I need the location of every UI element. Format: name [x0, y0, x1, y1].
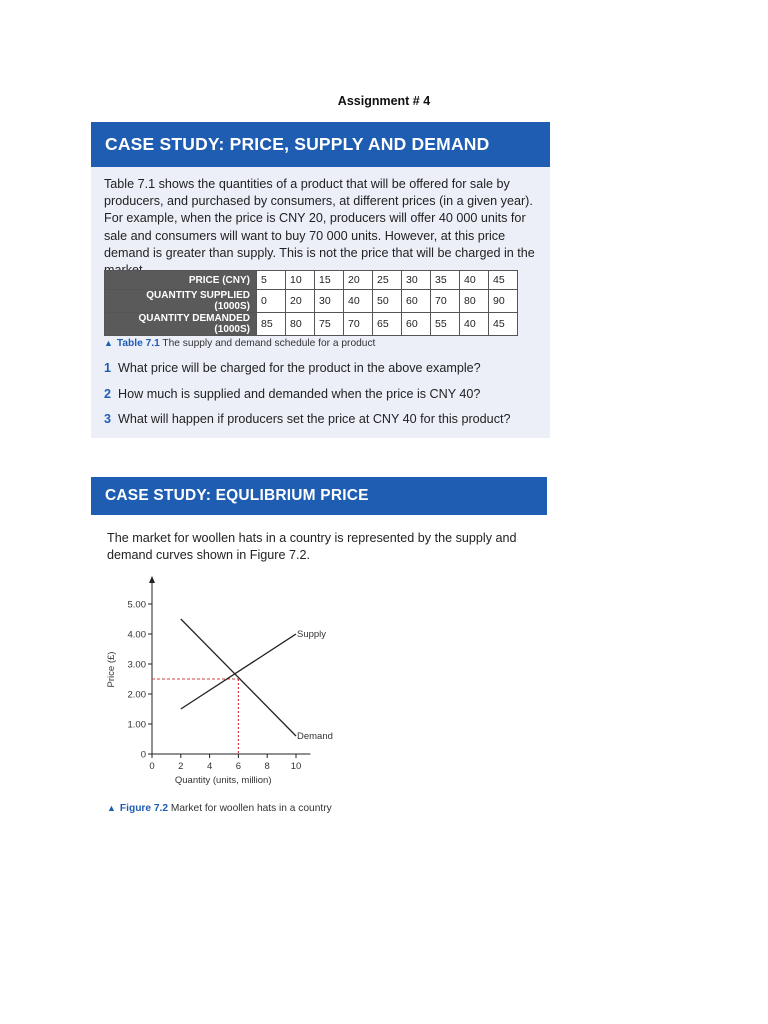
supply-demand-chart: [91, 477, 547, 827]
table-cell: 20: [286, 290, 315, 313]
document-title: Assignment # 4: [337, 94, 431, 108]
y-tick-label: 1.00: [127, 719, 146, 731]
table-cell: 70: [431, 290, 460, 313]
table-cell: 0: [257, 290, 286, 313]
question-1: [104, 361, 481, 375]
y-tick-label: 3.00: [127, 659, 146, 671]
table-caption: [104, 338, 375, 349]
table-cell: 75: [315, 313, 344, 336]
table-cell: 45: [489, 271, 518, 290]
triangle-icon: ▲: [104, 338, 113, 348]
table-cell: 25: [373, 271, 402, 290]
table-row: [105, 313, 518, 336]
x-axis-label: Quantity (units, million): [174, 775, 272, 786]
question-text: What will happen if producers set the price at CNY 40 for this product?: [118, 412, 511, 426]
y-tick-label: 5.00: [127, 599, 146, 611]
table-cell: 50: [373, 290, 402, 313]
table-cell: 60: [402, 313, 431, 336]
y-axis-arrow: [149, 576, 155, 583]
row-header: QUANTITY DEMANDED (1000S): [105, 313, 257, 336]
x-tick-label: 8: [264, 761, 270, 772]
table-cell: 60: [402, 290, 431, 313]
row-header: QUANTITY SUPPLIED (1000S): [105, 290, 257, 313]
table-cell: 5: [257, 271, 286, 290]
y-tick-label: 0: [140, 749, 146, 761]
triangle-icon: ▲: [107, 803, 116, 813]
caption-label: Table 7.1: [116, 338, 160, 349]
question-text: What price will be charged for the product in the above example?: [118, 361, 481, 375]
question-number: 2: [104, 387, 112, 401]
question-number: 3: [104, 412, 112, 426]
question-3: [104, 412, 511, 426]
case-study-header: CASE STUDY: PRICE, SUPPLY AND DEMAND: [91, 122, 550, 167]
series-label-supply: Supply: [297, 629, 327, 640]
x-tick-label: 10: [290, 761, 302, 772]
x-tick-label: 6: [235, 761, 242, 772]
case-study-header: CASE STUDY: EQULIBRIUM PRICE: [91, 477, 547, 515]
y-axis-label: Price (£): [106, 651, 117, 688]
table-cell: 55: [431, 313, 460, 336]
y-tick-label: 2.00: [127, 689, 146, 701]
caption-text: The supply and demand schedule for a product: [162, 338, 376, 349]
question-text: How much is supplied and demanded when the price is CNY 40?: [118, 387, 481, 401]
table-cell: 40: [344, 290, 373, 313]
y-tick-label: 4.00: [127, 629, 146, 641]
caption-text: Market for woollen hats in a country: [170, 803, 332, 814]
case-study-equilibrium-price: [91, 477, 547, 827]
table-row: [105, 290, 518, 313]
table-cell: 90: [489, 290, 518, 313]
case-study-intro: The market for woollen hats in a country is represented by the supply and demand curves shown in Figure 7.2.: [107, 531, 517, 562]
x-tick-label: 0: [149, 761, 155, 772]
table-cell: 45: [489, 313, 518, 336]
table-cell: 70: [344, 313, 373, 336]
table-cell: 30: [315, 290, 344, 313]
supply-demand-table: [104, 270, 518, 336]
table-cell: 30: [402, 271, 431, 290]
figure-caption: [107, 803, 332, 814]
question-number: 1: [104, 361, 112, 375]
row-header: PRICE (CNY): [105, 271, 257, 290]
table-cell: 10: [286, 271, 315, 290]
table-cell: 20: [344, 271, 373, 290]
x-tick-label: 2: [178, 761, 184, 772]
series-line-supply: [181, 634, 296, 709]
table-cell: 40: [460, 313, 489, 336]
table-row: [105, 271, 518, 290]
caption-label: Figure 7.2: [119, 803, 169, 814]
series-line-demand: [181, 619, 296, 736]
x-tick-label: 4: [206, 761, 213, 772]
table-cell: 80: [460, 290, 489, 313]
table-cell: 35: [431, 271, 460, 290]
case-study-intro: Table 7.1 shows the quantities of a product that will be offered for sale by producers, and purchased by consumers, at different prices (in a given year). For example, when the price is CNY 20, producers will offer 40 000 units for sale and consumers will want to buy 70 000 units. However, at this price demand is greater than supply. This is not the price that will be charged in the: [104, 177, 535, 260]
table-cell: 80: [286, 313, 315, 336]
question-2: [104, 387, 480, 401]
case-study-price-supply-demand: [91, 122, 550, 438]
table-cell: 85: [257, 313, 286, 336]
table-cell: 40: [460, 271, 489, 290]
series-label-demand: Demand: [297, 731, 333, 742]
table-cell: 15: [315, 271, 344, 290]
table-cell: 65: [373, 313, 402, 336]
